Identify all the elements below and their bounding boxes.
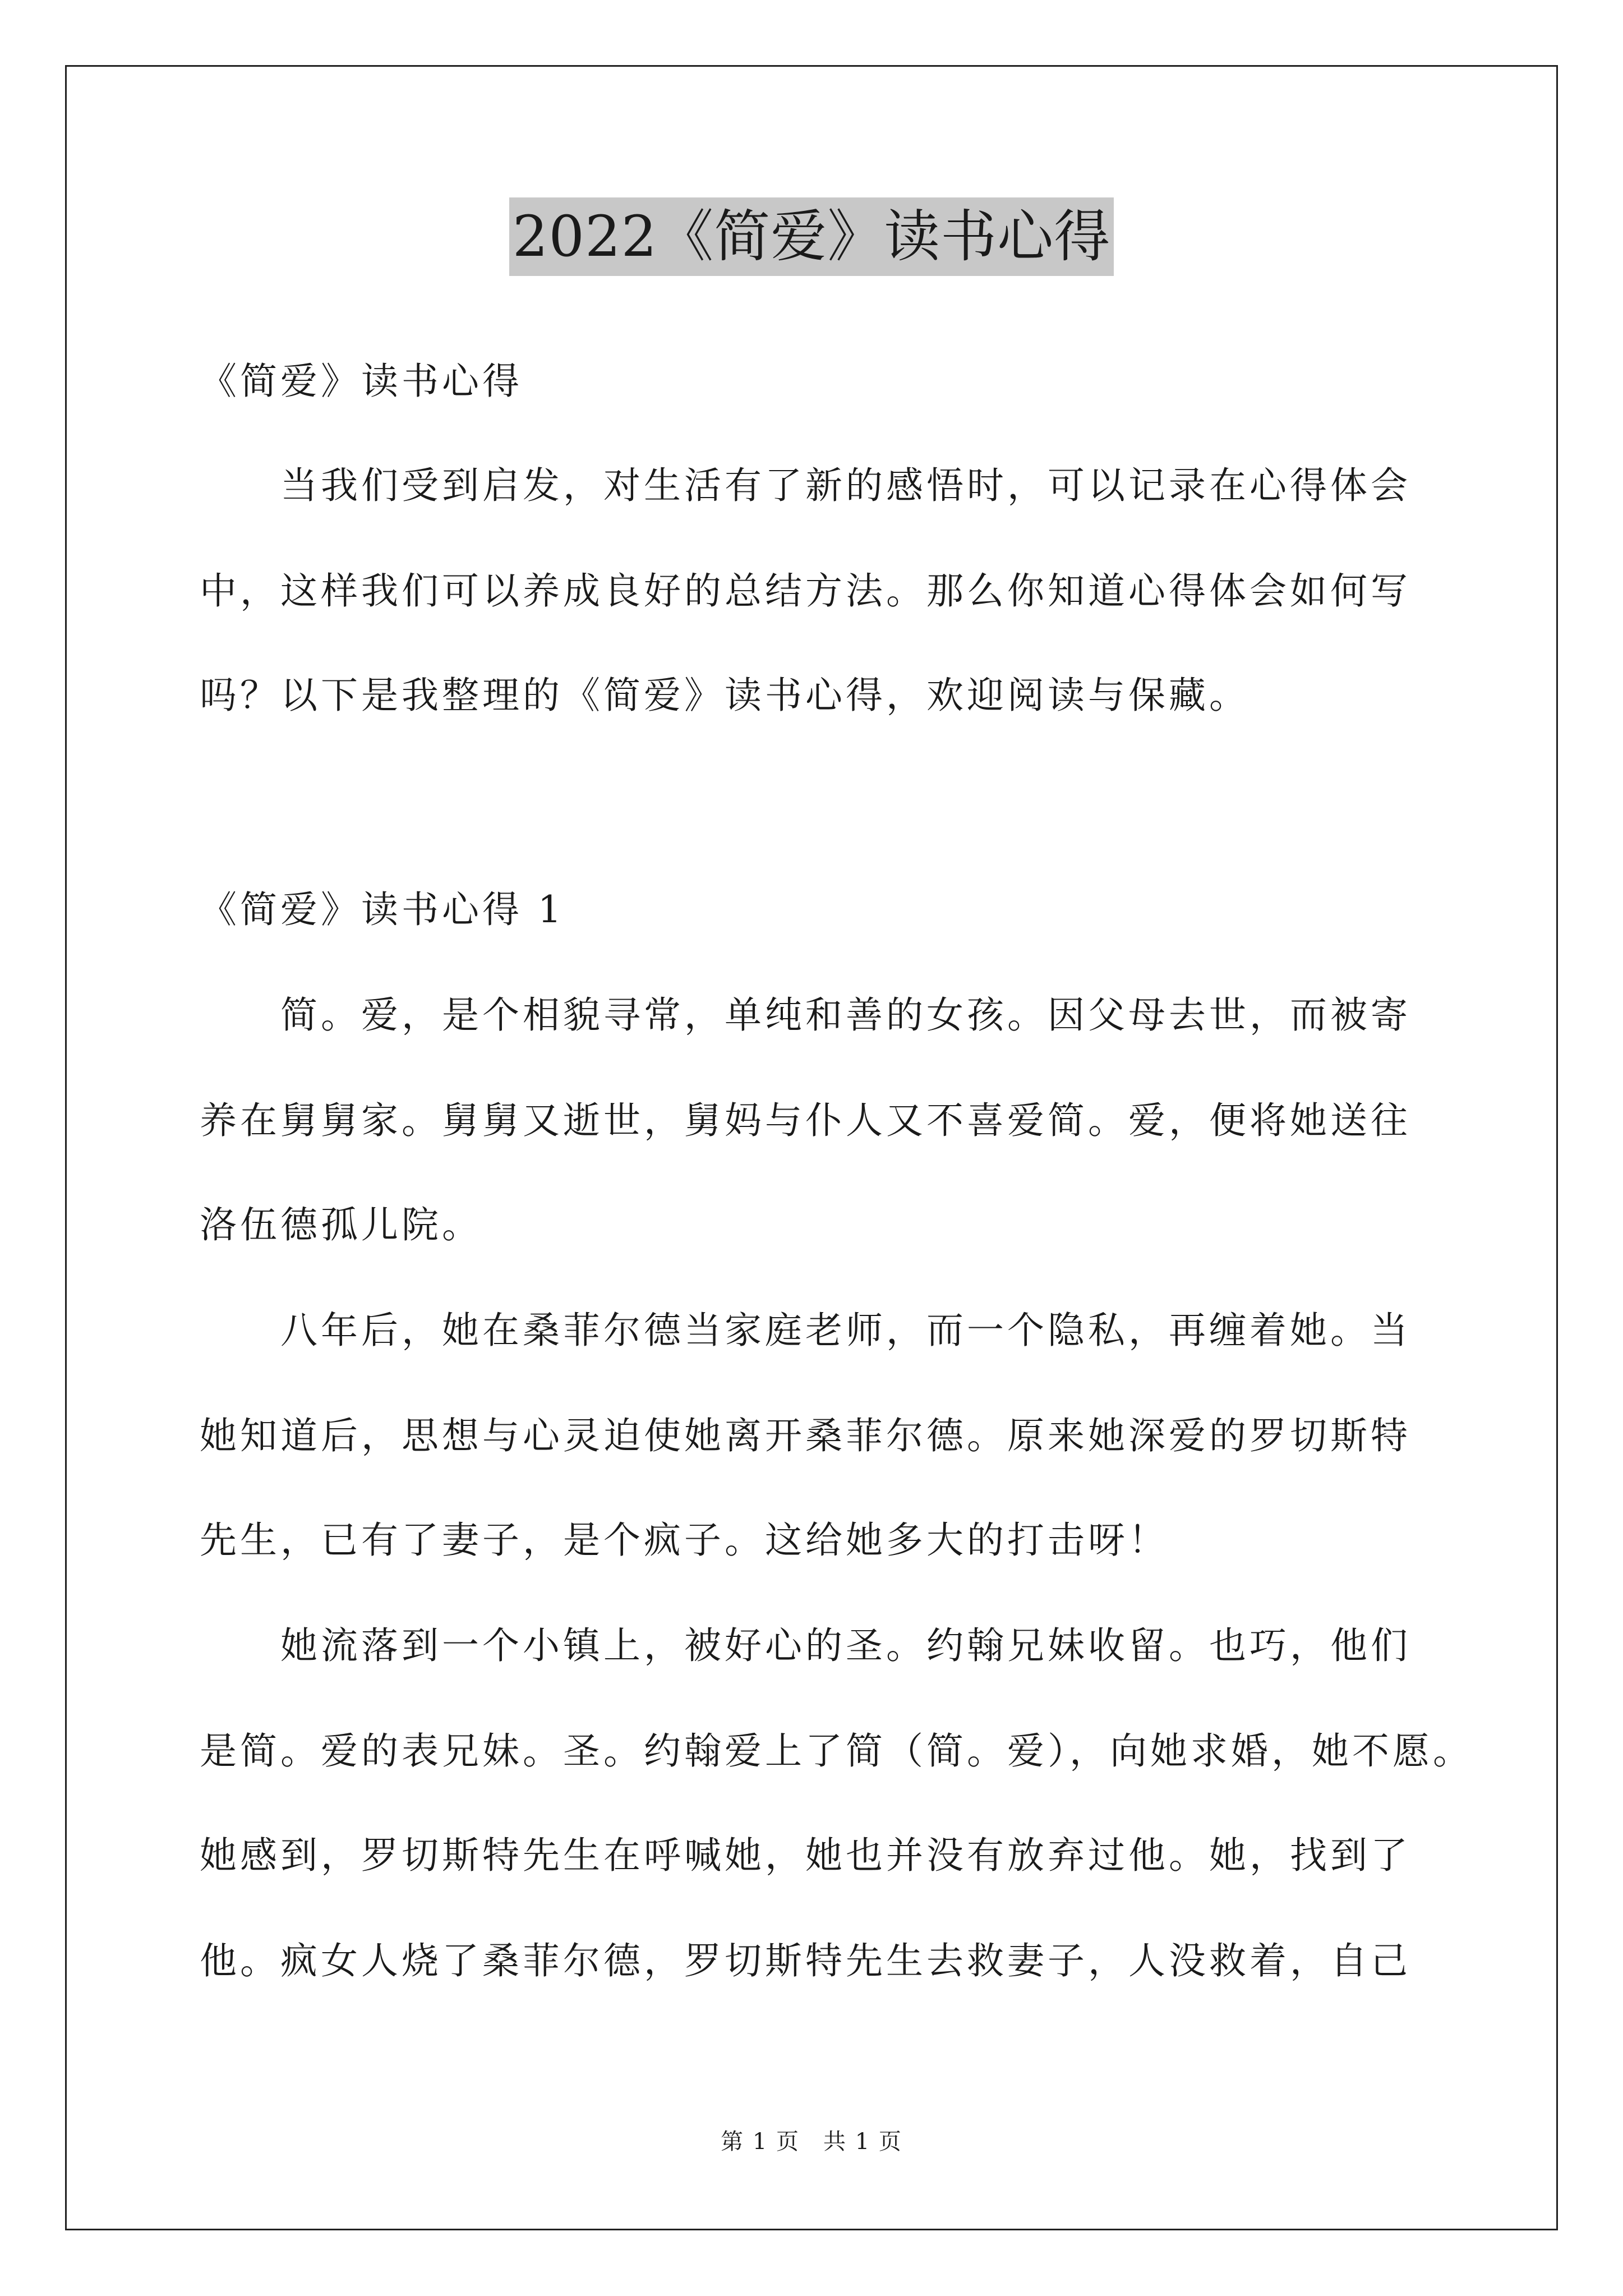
body-line: 她知道后，思想与心灵迫使她离开桑菲尔德。原来她深爱的罗切斯特 xyxy=(200,1414,1411,1457)
body-line: 先生，已有了妻子，是个疯子。这给她多大的打击呀！ xyxy=(200,1519,1169,1562)
section-heading: 《简爱》读书心得 1 xyxy=(200,888,565,931)
body-line: 养在舅舅家。舅舅又逝世，舅妈与仆人又不喜爱简。爱，便将她送往 xyxy=(200,1099,1411,1142)
document-title: 2022《简爱》读书心得 xyxy=(509,197,1114,276)
body-line: 洛伍德孤儿院。 xyxy=(200,1203,482,1246)
subtitle: 《简爱》读书心得 xyxy=(200,360,523,403)
body-line: 简。爱，是个相貌寻常，单纯和善的女孩。因父母去世，而被寄 xyxy=(280,993,1411,1037)
page-number-footer: 第 1 页 共 1 页 xyxy=(721,2129,902,2155)
body-line: 是简。爱的表兄妹。圣。约翰爱上了简（简。爱），向她求婚，她不愿。 xyxy=(200,1729,1473,1773)
body-line: 她流落到一个小镇上，被好心的圣。约翰兄妹收留。也巧，他们 xyxy=(280,1624,1411,1667)
body-line: 八年后，她在桑菲尔德当家庭老师，而一个隐私，再缠着她。当 xyxy=(280,1309,1411,1352)
title-container xyxy=(0,197,1623,276)
body-line: 他。疯女人烧了桑菲尔德，罗切斯特先生去救妻子，人没救着，自己 xyxy=(200,1939,1411,1982)
intro-line: 当我们受到启发，对生活有了新的感悟时，可以记录在心得体会 xyxy=(280,464,1411,507)
intro-line: 吗？以下是我整理的《简爱》读书心得，欢迎阅读与保藏。 xyxy=(200,674,1249,717)
intro-line: 中，这样我们可以养成良好的总结方法。那么你知道心得体会如何写 xyxy=(200,569,1411,613)
body-line: 她感到，罗切斯特先生在呼喊她，她也并没有放弃过他。她，找到了 xyxy=(200,1834,1411,1877)
